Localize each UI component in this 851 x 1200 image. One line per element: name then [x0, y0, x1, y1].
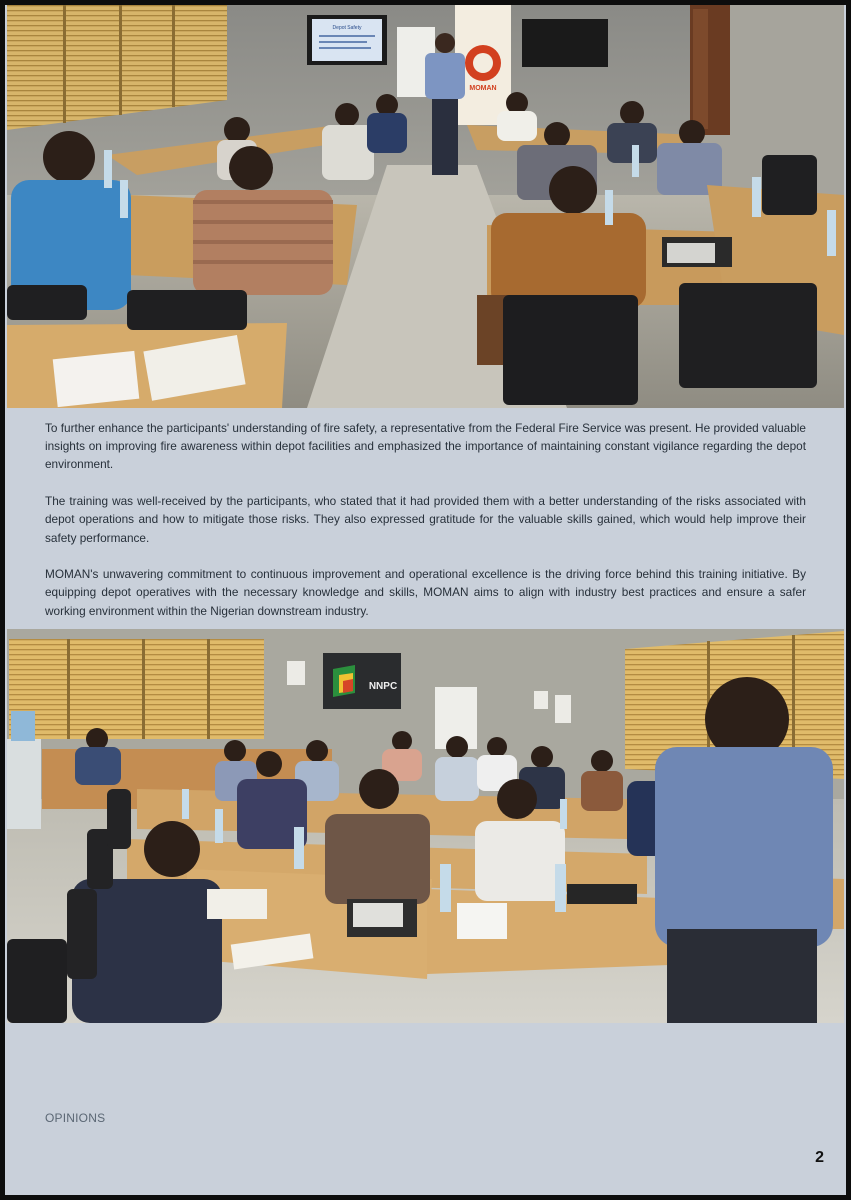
article-paragraph-fire-safety: To further enhance the participants' understanding of fire safety, a representative from the Federal Fire Service was present. He provided valuable insights on improving fire awareness within depot facilities and emphasized the importance of maintaining constant vigilance regarding the depot environment.	[45, 421, 806, 472]
page-number: 2	[815, 1149, 824, 1166]
training-room-photo-top	[7, 5, 844, 408]
nnpc-wall-sign: NNPC	[368, 681, 398, 692]
article-paragraph-feedback: The training was well-received by the participants, who stated that it had provided them with a better understanding of the risks associated with depot operations and how to mitigate those risks. They also expressed gratitude for the valuable skills gained, which would help improve their safety performance.	[45, 494, 806, 545]
article-body	[45, 419, 806, 638]
moman-banner-logo: MOMAN	[469, 85, 497, 92]
article-paragraph-commitment: MOMAN's unwavering commitment to continuous improvement and operational excellence is the driving force behind this training initiative. By equipping depot operatives with the necessary knowledge and skills, MOMAN aims to align with industry best practices and ensure a safer working environment within the Nigerian downstream industry.	[45, 567, 806, 618]
document-page	[5, 5, 846, 1195]
training-room-photo-bottom	[7, 629, 844, 1023]
section-label: OPINIONS	[45, 1111, 106, 1125]
slide-title: Depot Safety	[332, 25, 362, 31]
